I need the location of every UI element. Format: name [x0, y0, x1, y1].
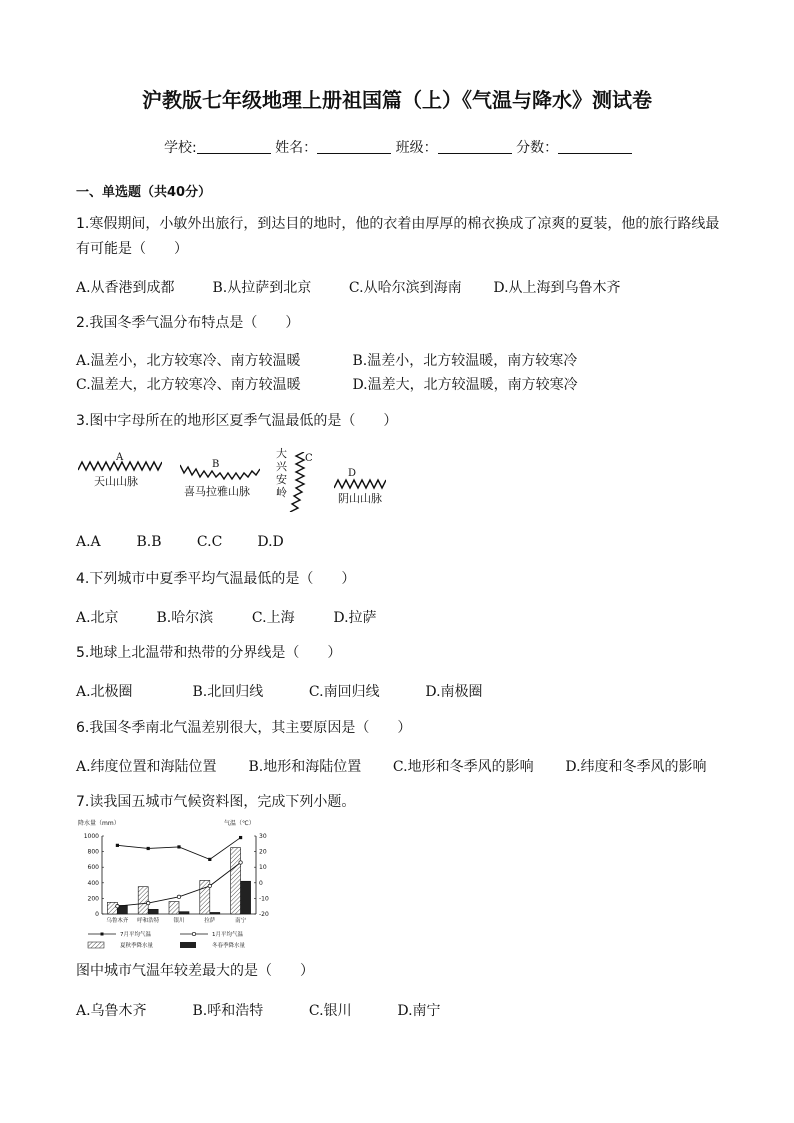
y-left-axis-title: 降水量（mm）	[78, 820, 120, 827]
mountain-letter-b: B	[212, 459, 220, 470]
question-5-stem: 5.地球上北温带和热带的分界线是（ ）	[76, 645, 342, 661]
winter-spring-precip-bar	[179, 912, 189, 914]
summer-autumn-precip-bar	[169, 902, 179, 914]
section-heading: 一、单选题（共40分）	[76, 185, 212, 200]
option-c[interactable]: C.上海	[251, 610, 295, 626]
option-b[interactable]: B.哈尔滨	[156, 610, 214, 626]
option-b[interactable]: B.B	[136, 534, 162, 550]
class-blank[interactable]	[438, 139, 512, 154]
climate-chart	[76, 814, 276, 954]
y-right-tick-label: 10	[259, 864, 267, 872]
option-c[interactable]: C.从哈尔滨到海南	[348, 280, 462, 296]
y-left-tick-label: 600	[87, 864, 99, 872]
option-b[interactable]: B.北回归线	[192, 684, 264, 700]
himalaya-label: 喜马拉雅山脉	[184, 485, 250, 498]
question-6-options	[76, 756, 707, 776]
option-d[interactable]: D.纬度和冬季风的影响	[565, 759, 707, 775]
y-right-tick-label: -10	[259, 895, 269, 903]
mountain-letter-d: D	[348, 468, 357, 479]
question-2-options-row2	[76, 374, 578, 394]
name-blank[interactable]	[317, 139, 391, 154]
y-right-tick-label: -20	[259, 911, 269, 918]
question-5-options	[76, 681, 483, 701]
july-temp-point	[208, 858, 211, 861]
option-a[interactable]: A.乌鲁木齐	[76, 1003, 147, 1019]
legend-summer-label: 夏秋季降水量	[120, 943, 154, 949]
summer-autumn-precip-bar	[231, 848, 241, 914]
july-temp-point	[177, 845, 180, 848]
option-d[interactable]: D.南宁	[397, 1003, 441, 1019]
legend-july-marker	[101, 933, 104, 936]
option-a[interactable]: A.北京	[76, 610, 119, 626]
option-b[interactable]: B.从拉萨到北京	[212, 280, 312, 296]
school-label: 学校:	[164, 140, 197, 156]
x-tick-label: 呼和浩特	[137, 918, 160, 924]
daxinganling-label: 大兴安岭	[276, 447, 287, 499]
student-info-line	[164, 137, 632, 157]
question-4-stem: 4.下列城市中夏季平均气温最低的是（ ）	[76, 571, 356, 587]
option-a[interactable]: A.北极圈	[76, 684, 133, 700]
january-temp-point	[177, 895, 180, 898]
y-right-tick-label: 0	[259, 879, 263, 887]
option-d[interactable]: D.从上海到乌鲁木齐	[493, 280, 621, 296]
summer-autumn-precip-bar	[107, 902, 117, 914]
x-tick-label: 南宁	[235, 918, 247, 924]
option-d[interactable]: D.南极圈	[425, 684, 483, 700]
option-a[interactable]: A.纬度位置和海陆位置	[76, 759, 217, 775]
july-temp-point	[239, 836, 242, 839]
name-label: 姓名：	[275, 140, 318, 156]
option-b[interactable]: B.地形和海陆位置	[248, 759, 362, 775]
option-a[interactable]: A.A	[76, 534, 101, 550]
question-7-options	[76, 1000, 441, 1020]
page-title: 沪教版七年级地理上册祖国篇（上）《气温与降水》测试卷	[142, 88, 652, 112]
y-left-tick-label: 1000	[83, 833, 99, 840]
y-left-tick-label: 400	[87, 879, 99, 887]
question-3-stem: 3.图中字母所在的地形区夏季气温最低的是（ ）	[76, 413, 398, 429]
question-2-stem: 2.我国冬季气温分布特点是（ ）	[76, 315, 300, 331]
legend-summer-swatch	[88, 942, 104, 948]
mountain-letter-a: A	[116, 452, 124, 463]
question-1-options	[76, 277, 621, 297]
option-b[interactable]: B.温差小，北方较温暖，南方较寒冷	[352, 353, 578, 369]
school-blank[interactable]	[197, 139, 271, 154]
january-temp-point	[116, 905, 119, 908]
option-d[interactable]: D.温差大，北方较温暖，南方较寒冷	[352, 377, 578, 393]
question-6-stem: 6.我国冬季南北气温差别很大，其主要原因是（ ）	[76, 720, 412, 736]
x-tick-label: 银川	[173, 918, 185, 924]
legend-winter-swatch	[180, 942, 196, 948]
option-c[interactable]: C.C	[196, 534, 223, 550]
winter-spring-precip-bar	[210, 912, 220, 914]
y-left-tick-label: 800	[87, 848, 99, 856]
mountain-letter-c: C	[305, 453, 313, 464]
yinshan-label: 阴山山脉	[338, 492, 382, 505]
y-right-tick-label: 20	[259, 848, 267, 856]
january-temp-point	[147, 901, 150, 904]
january-temp-line	[117, 863, 240, 907]
july-temp-point	[116, 844, 119, 847]
yinshan-range-symbol	[334, 476, 386, 490]
option-d[interactable]: D.拉萨	[333, 610, 377, 626]
option-a[interactable]: A.从香港到成都	[76, 280, 175, 296]
january-temp-point	[208, 884, 211, 887]
option-c[interactable]: C.温差大，北方较寒冷、南方较温暖	[76, 377, 301, 393]
july-temp-point	[147, 847, 150, 850]
question-7-sub-stem: 图中城市气温年较差最大的是（ ）	[76, 963, 314, 979]
question-2-options	[76, 350, 577, 370]
tianshan-label: 天山山脉	[94, 475, 138, 488]
option-a[interactable]: A.温差小，北方较寒冷、南方较温暖	[76, 353, 301, 369]
score-label: 分数：	[516, 140, 559, 156]
x-tick-label: 乌鲁木齐	[106, 918, 129, 924]
winter-spring-precip-bar	[148, 909, 158, 914]
option-c[interactable]: C.南回归线	[308, 684, 380, 700]
question-1-stem: 1.寒假期间，小敏外出旅行，到达目的地时，他的衣着由厚厚的棉衣换成了凉爽的夏装，他的旅行路线最有可能是（ ）	[76, 216, 720, 257]
legend-july-label: 7月平均气温	[120, 932, 151, 938]
summer-autumn-precip-bar	[138, 887, 148, 914]
winter-spring-precip-bar	[241, 881, 251, 914]
score-blank[interactable]	[558, 139, 632, 154]
x-tick-label: 拉萨	[204, 918, 216, 924]
option-d[interactable]: D.D	[257, 534, 284, 550]
option-c[interactable]: C.银川	[308, 1003, 352, 1019]
legend-jan-label: 1月平均气温	[212, 932, 243, 938]
question-4-options	[76, 607, 377, 627]
y-left-tick-label: 0	[95, 911, 99, 918]
legend-jan-marker	[192, 932, 195, 935]
himalaya-range-symbol	[180, 461, 260, 483]
option-b[interactable]: B.呼和浩特	[192, 1003, 264, 1019]
y-left-tick-label: 200	[87, 895, 99, 903]
legend-winter-label: 冬春季降水量	[212, 943, 246, 949]
option-c[interactable]: C.地形和冬季风的影响	[392, 759, 534, 775]
january-temp-point	[239, 861, 242, 864]
y-right-axis-title: 气温（℃）	[224, 820, 255, 827]
y-right-tick-label: 30	[259, 833, 267, 840]
class-label: 班级：	[395, 140, 438, 156]
question-7-stem: 7.读我国五城市气候资料图，完成下列小题。	[76, 794, 356, 810]
question-3-options	[76, 534, 284, 550]
